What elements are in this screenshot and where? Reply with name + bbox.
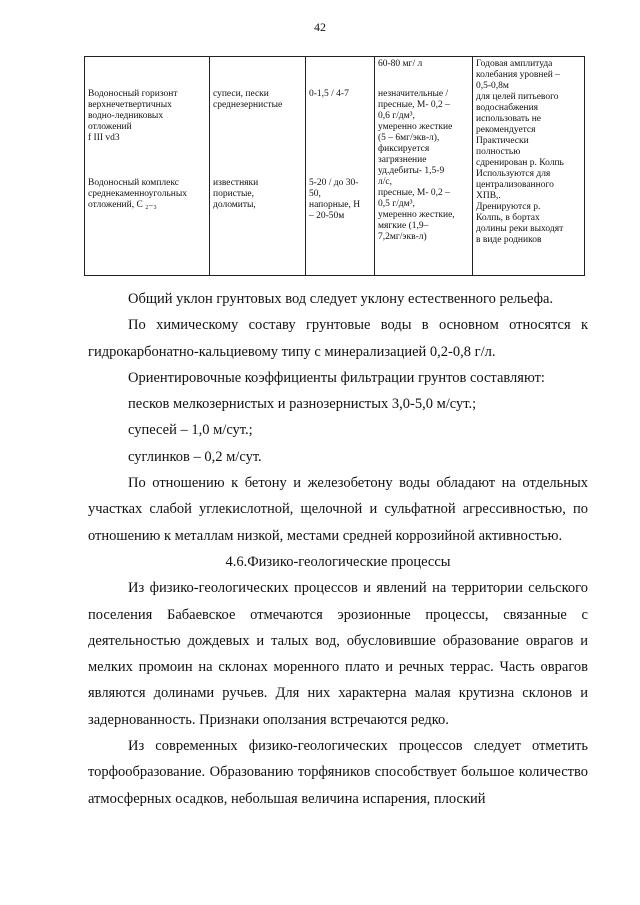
document-body <box>88 286 588 812</box>
aquifer-1-name: Водоносный горизонт верхнечетвертичных водно-ледниковых отложений f III vd3 <box>88 89 178 143</box>
aquifer-1-depth: 0-1,5 / 4-7 <box>309 89 349 99</box>
page-number: 42 <box>314 20 326 34</box>
aquifer-0-yield: 60-80 мг/ л <box>378 59 423 69</box>
paragraph: песков мелкозернистых и разнозернистых 3,0-5,0 м/сут.; <box>128 396 477 413</box>
aquifer-1-yield: незначительные / пресные, М- 0,2 – 0,6 г/дм³, умеренно жесткие (5 – 6мг/экв-л), фиксируется загрязнение <box>378 89 453 165</box>
paragraph: Ориентировочные коэффициенты фильтрации грунтов составляют: <box>128 369 545 386</box>
table-cell-yield <box>375 57 473 276</box>
aquifer-2-rocks: известняки пористые, доломиты, <box>213 178 259 210</box>
table-cell-aquifer <box>85 57 210 276</box>
paragraph: Из физико-геологических процессов и явлений на территории сельского поселения Бабаевское отмечаются эрозионные процессы, связанные с деятельностью дождевых и талых вод, обусловившие образование оврагов и мелких промоин на склонах моренного плато и речных террас. Часть оврагов являются долинами ручьев. Для них характерна малая крутизна склонов и задернованность. Признаки оползания встречаются редко. <box>88 580 588 728</box>
paragraph: По химическому составу грунтовые воды в основном относятся к гидрокарбонатно-кальциевому типу с минерализацией 0,2-0,8 г/л. <box>88 317 588 360</box>
paragraph: Общий уклон грунтовых вод следует уклону естественного рельефа. <box>128 291 554 307</box>
table-row <box>85 57 585 276</box>
aquifer-2-name: Водоносный комплекс среднекаменноугольных отложений, С ₂₋₃ <box>88 178 187 210</box>
paragraph: Из современных физико-геологических процессов следует отметить торфообразование. Образованию торфяников способствует большое количество атмосферных осадков, небольшая величина испарения, плоский <box>88 738 588 807</box>
table-cell-depth <box>306 57 375 276</box>
table-cell-rocks <box>210 57 306 276</box>
paragraph: По отношению к бетону и железобетону воды обладают на отдельных участках слабой углекислотной, щелочной и сульфатной агрессивностью, по отношению к металлам низкой, местами средней коррозийной активностью. <box>88 475 588 544</box>
aquifer-2-notes: Используются для централизованного ХПВ,. Дренируются р. Колпь, в бортах долины реки выходят в виде родников <box>476 169 564 245</box>
paragraph: супесей – 1,0 м/сут.; <box>128 422 253 439</box>
table-cell-notes <box>473 57 585 276</box>
aquifer-2-yield: уд.дебиты- 1,5-9 л/с, пресные, М- 0,2 – 0,5 г/дм³, умеренно жесткие, мягкие (1,9– 7,2мг/экв-л) <box>378 166 455 242</box>
paragraph: суглинков – 0,2 м/сут. <box>128 448 262 465</box>
hydrogeology-table <box>84 56 585 276</box>
aquifer-2-depth: 5-20 / до 30- 50, напорные, Н – 20-50м <box>309 178 361 221</box>
aquifer-1-notes: Годовая амплитуда колебания уровней – 0,5-0,8м для целей питьевого водоснабжения использовать не рекомендуется Практически полностью сдренирован р. Колпь <box>476 59 564 168</box>
section-heading: 4.6.Физико-геологические процессы <box>225 553 451 570</box>
aquifer-1-rocks: супеси, пески среднезернистые <box>213 89 283 110</box>
